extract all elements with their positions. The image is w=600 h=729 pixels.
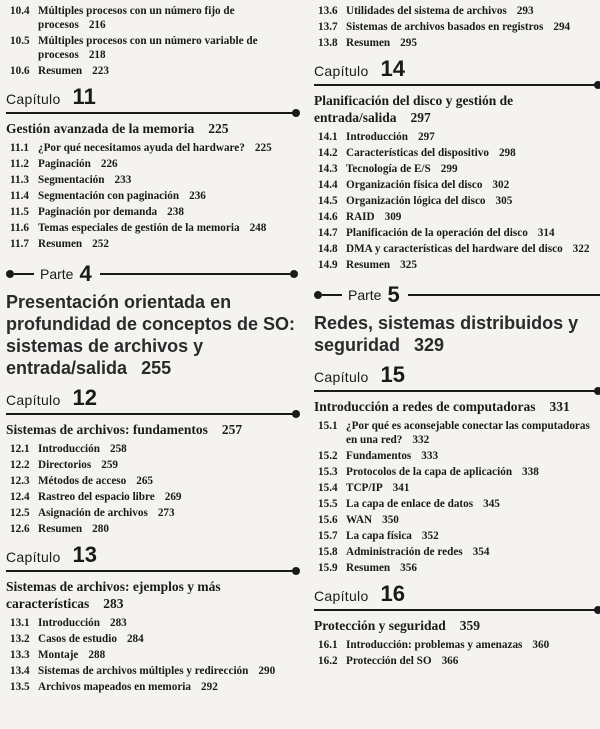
entry-number: 14.1 (318, 131, 338, 143)
entry-number: 12.1 (10, 443, 30, 455)
entry-list (314, 638, 600, 668)
toc-entry (6, 664, 298, 678)
entry-title: Protección del SO (346, 655, 432, 667)
entry-text (346, 162, 600, 176)
entry-title: RAID (346, 211, 375, 223)
entry-page: 350 (382, 514, 399, 526)
entry-title: Administración de redes (346, 546, 463, 558)
parte-4-header (6, 261, 298, 287)
entry-title: Rastreo del espacio libre (38, 491, 155, 503)
toc-entry (314, 130, 600, 144)
entry-page: 341 (392, 482, 410, 494)
entry-list (6, 442, 298, 536)
toc-entry (6, 632, 298, 646)
entry-text (38, 4, 298, 32)
toc-entry (314, 513, 600, 527)
toc-entry (6, 522, 298, 536)
entry-text (346, 419, 600, 447)
parte-label: Parte (348, 287, 382, 303)
entry-number: 14.2 (318, 147, 338, 159)
entry-title: Paginación (38, 158, 91, 170)
toc-entry (314, 481, 600, 495)
entry-number: 11.4 (10, 190, 29, 202)
entry-title: WAN (346, 514, 373, 526)
entry-title: Introducción (38, 617, 100, 629)
entry-text (346, 529, 600, 543)
entry-title: Resumen (38, 238, 83, 250)
entry-number: 14.6 (318, 211, 338, 223)
entry-title: Protocolos de la capa de aplicación (346, 466, 513, 478)
entry-page: 259 (101, 459, 119, 471)
entry-page: 360 (532, 639, 550, 651)
entry-title: Archivos mapeados en memoria (38, 681, 191, 693)
chapter-label: Capítulo (6, 392, 61, 408)
right-column (314, 0, 600, 670)
entry-text (346, 638, 600, 652)
entry-title: Organización física del disco (346, 179, 483, 191)
toc-entry (6, 237, 298, 251)
entry-text (38, 458, 298, 472)
toc-entry (6, 141, 298, 155)
rule-line (14, 273, 34, 275)
bullet-dot (290, 270, 298, 278)
entry-text (346, 20, 600, 34)
toc-entry (314, 4, 600, 18)
entry-text (38, 34, 298, 62)
toc-entry (6, 616, 298, 630)
entry-number: 13.3 (10, 649, 30, 661)
entry-title: Tecnología de E/S (346, 163, 431, 175)
entry-page: 273 (157, 507, 175, 519)
entry-page: 233 (114, 174, 132, 186)
entry-title: ¿Por qué es aconsejable conectar las computadoras en una red? (346, 420, 590, 446)
entry-title: Resumen (38, 523, 83, 535)
entry-number: 15.4 (318, 482, 338, 494)
entry-number: 14.8 (318, 243, 338, 255)
entry-title: ¿Por qué necesitamos ayuda del hardware? (38, 142, 245, 154)
chapter-label: Capítulo (314, 369, 369, 385)
entry-page: 225 (254, 142, 272, 154)
toc-entry (6, 458, 298, 472)
entry-title: Directorios (38, 459, 92, 471)
entry-page: 305 (495, 195, 513, 207)
toc-entry (314, 419, 600, 447)
entry-page: 325 (400, 259, 417, 271)
entry-title: Múltiples procesos con un número variable de procesos (38, 35, 258, 61)
entry-title: La capa de enlace de datos (346, 498, 474, 510)
toc-entry (314, 20, 600, 34)
entry-text (38, 616, 298, 630)
toc-entry (314, 194, 600, 208)
chapter-14-title: Planificación del disco y gestión de entrada/salida 297 (314, 93, 514, 125)
toc-entry (314, 162, 600, 176)
entry-number: 14.9 (318, 259, 338, 271)
entry-number: 15.8 (318, 546, 338, 558)
toc-entry (6, 4, 298, 32)
entry-title: Fundamentos (346, 450, 412, 462)
entry-number: 12.5 (10, 507, 30, 519)
entry-text (346, 258, 600, 272)
entry-page: 354 (472, 546, 490, 558)
toc-entry (6, 474, 298, 488)
entry-list (6, 141, 298, 251)
entry-number: 13.2 (10, 633, 30, 645)
entry-text (38, 64, 298, 78)
entry-page: 269 (164, 491, 182, 503)
entry-page: 226 (100, 158, 118, 170)
toc-entry (6, 34, 298, 62)
entry-page: 302 (492, 179, 510, 191)
chapter-15-title: Introducción a redes de computadoras 331 (314, 399, 570, 414)
entry-title: Resumen (346, 37, 391, 49)
parte-number: 4 (79, 261, 92, 286)
entry-list (6, 4, 298, 78)
entry-title: Planificación de la operación del disco (346, 227, 528, 239)
entry-title: Paginación por demanda (38, 206, 158, 218)
chapter-16-title: Protección y seguridad 359 (314, 618, 480, 633)
entry-title: Montaje (38, 649, 79, 661)
entry-page: 366 (441, 655, 459, 667)
entry-title: La capa física (346, 530, 412, 542)
entry-page: 333 (421, 450, 439, 462)
entry-text (38, 221, 298, 235)
entry-text (38, 648, 298, 662)
entry-page: 252 (92, 238, 109, 250)
toc-entry (6, 64, 298, 78)
toc-entry (314, 258, 600, 272)
entry-title: Segmentación (38, 174, 105, 186)
entry-title: Múltiples procesos con un número fijo de procesos (38, 5, 235, 31)
entry-number: 10.6 (10, 65, 30, 77)
entry-page: 218 (88, 49, 106, 61)
entry-title: Casos de estudio (38, 633, 117, 645)
chapter-13-title: Sistemas de archivos: ejemplos y más características 283 (6, 579, 221, 611)
entry-text (346, 4, 600, 18)
chapter-number: 16 (380, 581, 406, 606)
entry-title: Métodos de acceso (38, 475, 127, 487)
parte-5-header (314, 282, 600, 308)
toc-entry (6, 442, 298, 456)
toc-entry (314, 449, 600, 463)
entry-text (346, 654, 600, 668)
toc-entry (6, 490, 298, 504)
entry-number: 13.6 (318, 5, 338, 17)
entry-title: Características del dispositivo (346, 147, 489, 159)
entry-number: 12.2 (10, 459, 30, 471)
chapter-number: 14 (380, 56, 406, 81)
chapter-label: Capítulo (314, 588, 369, 604)
parte-5-title: Redes, sistemas distribuidos y seguridad 329 (314, 313, 579, 355)
entry-page: 352 (421, 530, 439, 542)
entry-number: 10.5 (10, 35, 30, 47)
entry-number: 16.2 (318, 655, 338, 667)
chapter-12-header (6, 385, 298, 411)
entry-page: 314 (537, 227, 555, 239)
toc-entry (6, 506, 298, 520)
entry-number: 12.4 (10, 491, 30, 503)
entry-text (346, 210, 600, 224)
toc-entry (6, 157, 298, 171)
entry-number: 13.7 (318, 21, 338, 33)
entry-number: 15.2 (318, 450, 338, 462)
entry-page: 298 (498, 147, 516, 159)
entry-text (38, 506, 298, 520)
entry-text (346, 194, 600, 208)
entry-page: 284 (126, 633, 144, 645)
chapter-label: Capítulo (6, 91, 61, 107)
chapter-11-header (6, 84, 298, 110)
entry-number: 11.6 (10, 222, 29, 234)
chapter-rule (6, 112, 298, 114)
toc-entry (314, 638, 600, 652)
entry-number: 11.5 (10, 206, 29, 218)
toc-entry (314, 178, 600, 192)
entry-title: Organización lógica del disco (346, 195, 486, 207)
entry-text (38, 157, 298, 171)
entry-text (38, 141, 298, 155)
entry-text (346, 178, 600, 192)
entry-page: 297 (417, 131, 435, 143)
entry-number: 14.3 (318, 163, 338, 175)
entry-number: 10.4 (10, 5, 30, 17)
entry-page: 280 (92, 523, 109, 535)
entry-title: TCP/IP (346, 482, 383, 494)
entry-number: 13.1 (10, 617, 30, 629)
entry-title: Sistemas de archivos múltiples y redirección (38, 665, 249, 677)
entry-page: 299 (440, 163, 458, 175)
entry-number: 15.5 (318, 498, 338, 510)
entry-page: 294 (553, 21, 571, 33)
toc-entry (6, 680, 298, 694)
entry-text (346, 545, 600, 559)
chapter-13-header (6, 542, 298, 568)
entry-number: 15.3 (318, 466, 338, 478)
entry-page: 332 (412, 434, 430, 446)
entry-title: Segmentación con paginación (38, 190, 180, 202)
entry-title: Resumen (346, 259, 391, 271)
entry-title: Sistemas de archivos basados en registros (346, 21, 544, 33)
chapter-number: 12 (72, 385, 98, 410)
entry-page: 293 (516, 5, 534, 17)
entry-text (38, 490, 298, 504)
entry-page: 216 (88, 19, 106, 31)
entry-text (38, 237, 298, 251)
rule-line (322, 294, 342, 296)
entry-number: 14.5 (318, 195, 338, 207)
chapter-rule (6, 570, 298, 572)
entry-number: 15.9 (318, 562, 338, 574)
entry-title: Introducción: problemas y amenazas (346, 639, 523, 651)
toc-entry (314, 210, 600, 224)
entry-number: 15.7 (318, 530, 338, 542)
entry-page: 223 (92, 65, 109, 77)
parte-label: Parte (40, 266, 74, 282)
toc-entry (6, 205, 298, 219)
entry-text (38, 632, 298, 646)
entry-page: 295 (400, 37, 417, 49)
toc-entry (314, 529, 600, 543)
entry-title: DMA y características del hardware del disco (346, 243, 563, 255)
bullet-dot (6, 270, 14, 278)
parte-number: 5 (387, 282, 400, 307)
toc-entry (6, 221, 298, 235)
entry-page: 345 (483, 498, 500, 510)
entry-page: 236 (189, 190, 206, 202)
entry-text (38, 205, 298, 219)
rule-line (100, 273, 290, 275)
chapter-16-header (314, 581, 600, 607)
toc-entry (314, 242, 600, 256)
toc-entry (6, 648, 298, 662)
entry-text (346, 561, 600, 575)
entry-title: Introducción (38, 443, 100, 455)
entry-text (38, 474, 298, 488)
entry-text (346, 481, 600, 495)
entry-number: 11.3 (10, 174, 29, 186)
entry-page: 322 (572, 243, 590, 255)
left-column (6, 0, 298, 696)
entry-text (346, 226, 600, 240)
entry-page: 288 (88, 649, 106, 661)
entry-page: 338 (522, 466, 539, 478)
chapter-11-title: Gestión avanzada de la memoria 225 (6, 121, 229, 136)
toc-entry (314, 36, 600, 50)
entry-text (346, 449, 600, 463)
entry-number: 11.1 (10, 142, 29, 154)
entry-text (38, 173, 298, 187)
chapter-rule (314, 84, 600, 86)
entry-text (38, 522, 298, 536)
chapter-label: Capítulo (314, 63, 369, 79)
toc-entry (6, 189, 298, 203)
entry-text (346, 242, 600, 256)
entry-number: 13.8 (318, 37, 338, 49)
chapter-number: 15 (380, 362, 406, 387)
entry-list (314, 419, 600, 575)
entry-text (346, 130, 600, 144)
entry-number: 15.6 (318, 514, 338, 526)
chapter-15-header (314, 362, 600, 388)
entry-page: 292 (201, 681, 218, 693)
entry-list (314, 4, 600, 50)
rule-line (408, 294, 600, 296)
entry-text (346, 36, 600, 50)
chapter-rule (314, 390, 600, 392)
entry-number: 13.4 (10, 665, 30, 677)
entry-text (38, 664, 298, 678)
chapter-label: Capítulo (6, 549, 61, 565)
entry-number: 13.5 (10, 681, 30, 693)
entry-list (6, 616, 298, 694)
entry-title: Introducción (346, 131, 408, 143)
entry-text (38, 442, 298, 456)
entry-title: Resumen (38, 65, 83, 77)
entry-page: 258 (109, 443, 127, 455)
chapter-number: 11 (72, 84, 96, 109)
entry-title: Utilidades del sistema de archivos (346, 5, 507, 17)
entry-page: 265 (136, 475, 154, 487)
toc-entry (314, 545, 600, 559)
chapter-14-header (314, 56, 600, 82)
entry-list (314, 130, 600, 272)
entry-text (346, 146, 600, 160)
entry-text (346, 497, 600, 511)
chapter-rule (314, 609, 600, 611)
entry-number: 12.6 (10, 523, 30, 535)
toc-entry (6, 173, 298, 187)
toc-entry (314, 146, 600, 160)
entry-text (346, 465, 600, 479)
entry-page: 356 (400, 562, 417, 574)
entry-title: Temas especiales de gestión de la memoria (38, 222, 240, 234)
entry-title: Resumen (346, 562, 391, 574)
toc-entry (314, 561, 600, 575)
entry-page: 248 (249, 222, 267, 234)
bullet-dot (314, 291, 322, 299)
toc-entry (314, 497, 600, 511)
entry-text (346, 513, 600, 527)
chapter-number: 13 (72, 542, 98, 567)
entry-title: Asignación de archivos (38, 507, 148, 519)
entry-page: 290 (258, 665, 276, 677)
chapter-12-title: Sistemas de archivos: fundamentos 257 (6, 422, 243, 437)
entry-number: 16.1 (318, 639, 338, 651)
entry-number: 12.3 (10, 475, 30, 487)
entry-number: 14.7 (318, 227, 338, 239)
entry-text (38, 189, 298, 203)
entry-page: 309 (384, 211, 402, 223)
entry-page: 238 (167, 206, 184, 218)
parte-4-title: Presentación orientada en profundidad de conceptos de SO: sistemas de archivos y entrada/salida 255 (6, 292, 296, 378)
chapter-rule (6, 413, 298, 415)
entry-number: 15.1 (318, 420, 338, 432)
toc-entry (314, 654, 600, 668)
entry-text (38, 680, 298, 694)
toc-entry (314, 465, 600, 479)
entry-number: 14.4 (318, 179, 338, 191)
entry-number: 11.7 (10, 238, 29, 250)
entry-page: 283 (109, 617, 127, 629)
toc-entry (314, 226, 600, 240)
entry-number: 11.2 (10, 158, 29, 170)
